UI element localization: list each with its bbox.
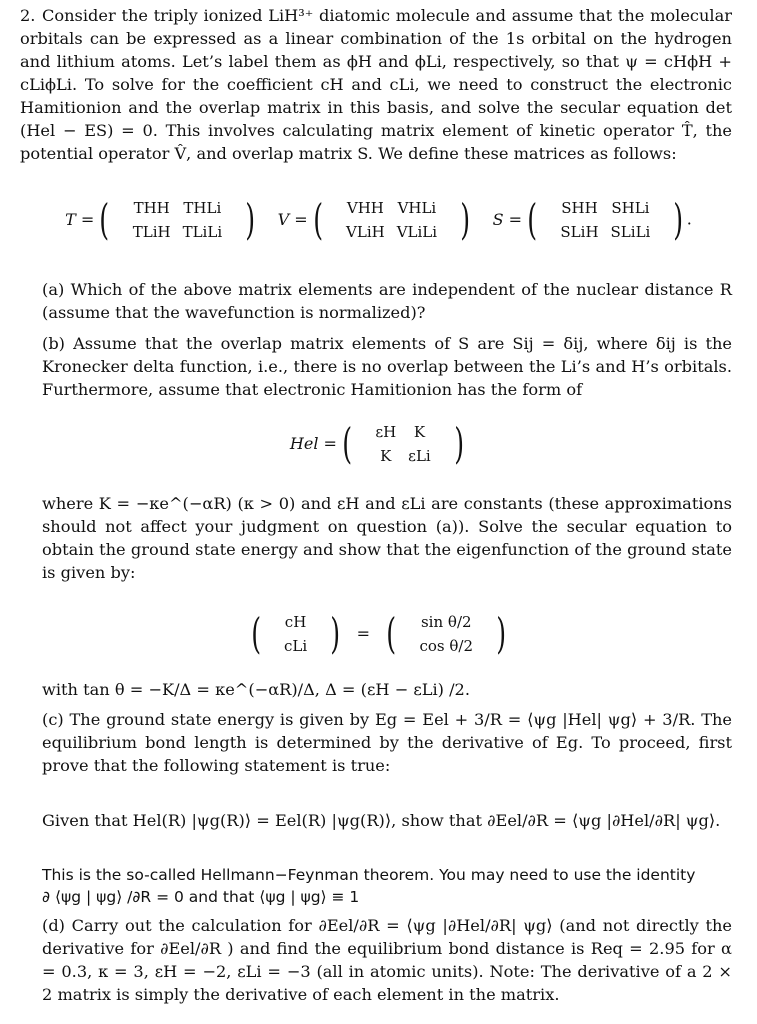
v-hli: VHLi bbox=[397, 199, 437, 217]
coef-li: cLi bbox=[283, 637, 308, 655]
matrix-definitions: T = ( THH THLi TLiH TLiLi ) V = ( VHH VHLi VLiH VLiLi ) S = ( SHH SHLi SLiH SLiLi ) . bbox=[65, 195, 692, 244]
t-matrix bbox=[127, 196, 228, 244]
hel-22: εLi bbox=[408, 447, 431, 465]
t-label: T = bbox=[65, 210, 95, 229]
s-hh: SHH bbox=[561, 199, 598, 217]
equals-sign: = bbox=[356, 624, 371, 643]
hel-matrix bbox=[369, 420, 436, 468]
part-a: (a) Which of the above matrix elements are independent of the nuclear distance R (assume that the wavefunction is normalized)? bbox=[42, 280, 732, 322]
coef-h: cH bbox=[284, 613, 307, 631]
s-matrix bbox=[554, 196, 656, 244]
hel-12: K bbox=[413, 423, 426, 441]
t-lih: TLiH bbox=[132, 223, 171, 241]
tan-definition: with tan θ = −K/Δ = κe^(−αR)/Δ, Δ = (εH − εLi) /2. bbox=[42, 680, 470, 699]
s-trail: . bbox=[686, 209, 692, 229]
hel-21: K bbox=[380, 447, 392, 465]
part-c: (c) The ground state energy is given by Eg = Eel + 3/R = ⟨ψg |Hel| ψg⟩ + 3/R. The equilibrium bond length is determined by the derivative of Eg. To proceed, first prove that the following statement is true: bbox=[42, 710, 732, 775]
t-lili: TLiLi bbox=[182, 223, 223, 241]
part-d: (d) Carry out the calculation for ∂Eel/∂R = ⟨ψg |∂Hel/∂R| ψg⟩ (and not directly the derivative for ∂Eel/∂R ) and find the equilibrium bond distance is Req = 2.95 for α = 0.3, κ = 3, εH = −2, εLi = −3 (all in atomic units). Note: The derivative of a 2 × 2 matrix is simply the derivative of each element in the matrix. bbox=[42, 916, 732, 1004]
v-label: V = bbox=[277, 210, 308, 229]
hf-note-line-1: This is the so-called Hellmann−Feynman theorem. You may need to use the identity bbox=[42, 866, 696, 884]
problem-number: 2. bbox=[20, 6, 36, 25]
s-lih: SLiH bbox=[560, 223, 599, 241]
eigenvector-equation: ( cH cLi ) = ( sin θ/2 cos θ/2 ) bbox=[250, 609, 507, 658]
hel-label: Hel = bbox=[289, 434, 337, 453]
coefficient-vector bbox=[278, 610, 313, 658]
sin-half: sin θ/2 bbox=[420, 613, 472, 631]
v-lih: VLiH bbox=[346, 223, 385, 241]
hellmann-feynman-statement: Given that Hel(R) |ψg(R)⟩ = Eel(R) |ψg(R)⟩, show that ∂Eel/∂R = ⟨ψg |∂Hel/∂R| ψg⟩. bbox=[42, 811, 721, 830]
angle-vector bbox=[414, 610, 480, 658]
hamiltonian-matrix: Hel = ( εH K K εLi ) bbox=[289, 419, 464, 468]
problem-intro bbox=[20, 4, 732, 165]
v-hh: VHH bbox=[346, 199, 384, 217]
hel-11: εH bbox=[375, 423, 397, 441]
hf-note-line-2: ∂ ⟨ψg | ψg⟩ /∂R = 0 and that ⟨ψg | ψg⟩ ≡ 1 bbox=[42, 888, 360, 906]
part-b-continued: where K = −κe^(−αR) (κ > 0) and εH and εLi are constants (these approximations should not affect your judgment on question (a)). Solve the secular equation to obtain the ground state energy and show that the eigenfunction of the ground state is given by: bbox=[42, 494, 732, 582]
cos-half: cos θ/2 bbox=[419, 637, 474, 655]
v-lili: VLiLi bbox=[396, 223, 438, 241]
s-label: S = bbox=[492, 210, 523, 229]
t-hh: THH bbox=[133, 199, 170, 217]
s-hli: SHLi bbox=[611, 199, 650, 217]
s-lili: SLiLi bbox=[610, 223, 651, 241]
t-hli: THLi bbox=[183, 199, 222, 217]
v-matrix bbox=[340, 196, 443, 244]
part-b: (b) Assume that the overlap matrix elements of S are Sij = δij, where δij is the Kronecker delta function, i.e., there is no overlap between the Li’s and H’s orbitals. Furthermore, assume that electronic Hamitionion has the form of bbox=[42, 334, 732, 399]
intro-text: Consider the triply ionized LiH³⁺ diatomic molecule and assume that the molecular orbitals can be expressed as a linear combination of the 1s orbital on the hydrogen and lithium atoms. Let’s label them as ϕH and ϕLi, respectively, so that ψ = cHϕH + cLiϕLi. To solve for the coefficient cH and cLi, we need to construct the electronic Hamitionion and the overlap matrix in this basis, and solve the secular equation det (Hel − ES) = 0. This involves calculating matrix element of kinetic operator T̂, the potential operator V̂, and overlap matrix S. We define these matrices as follows: bbox=[20, 6, 732, 163]
